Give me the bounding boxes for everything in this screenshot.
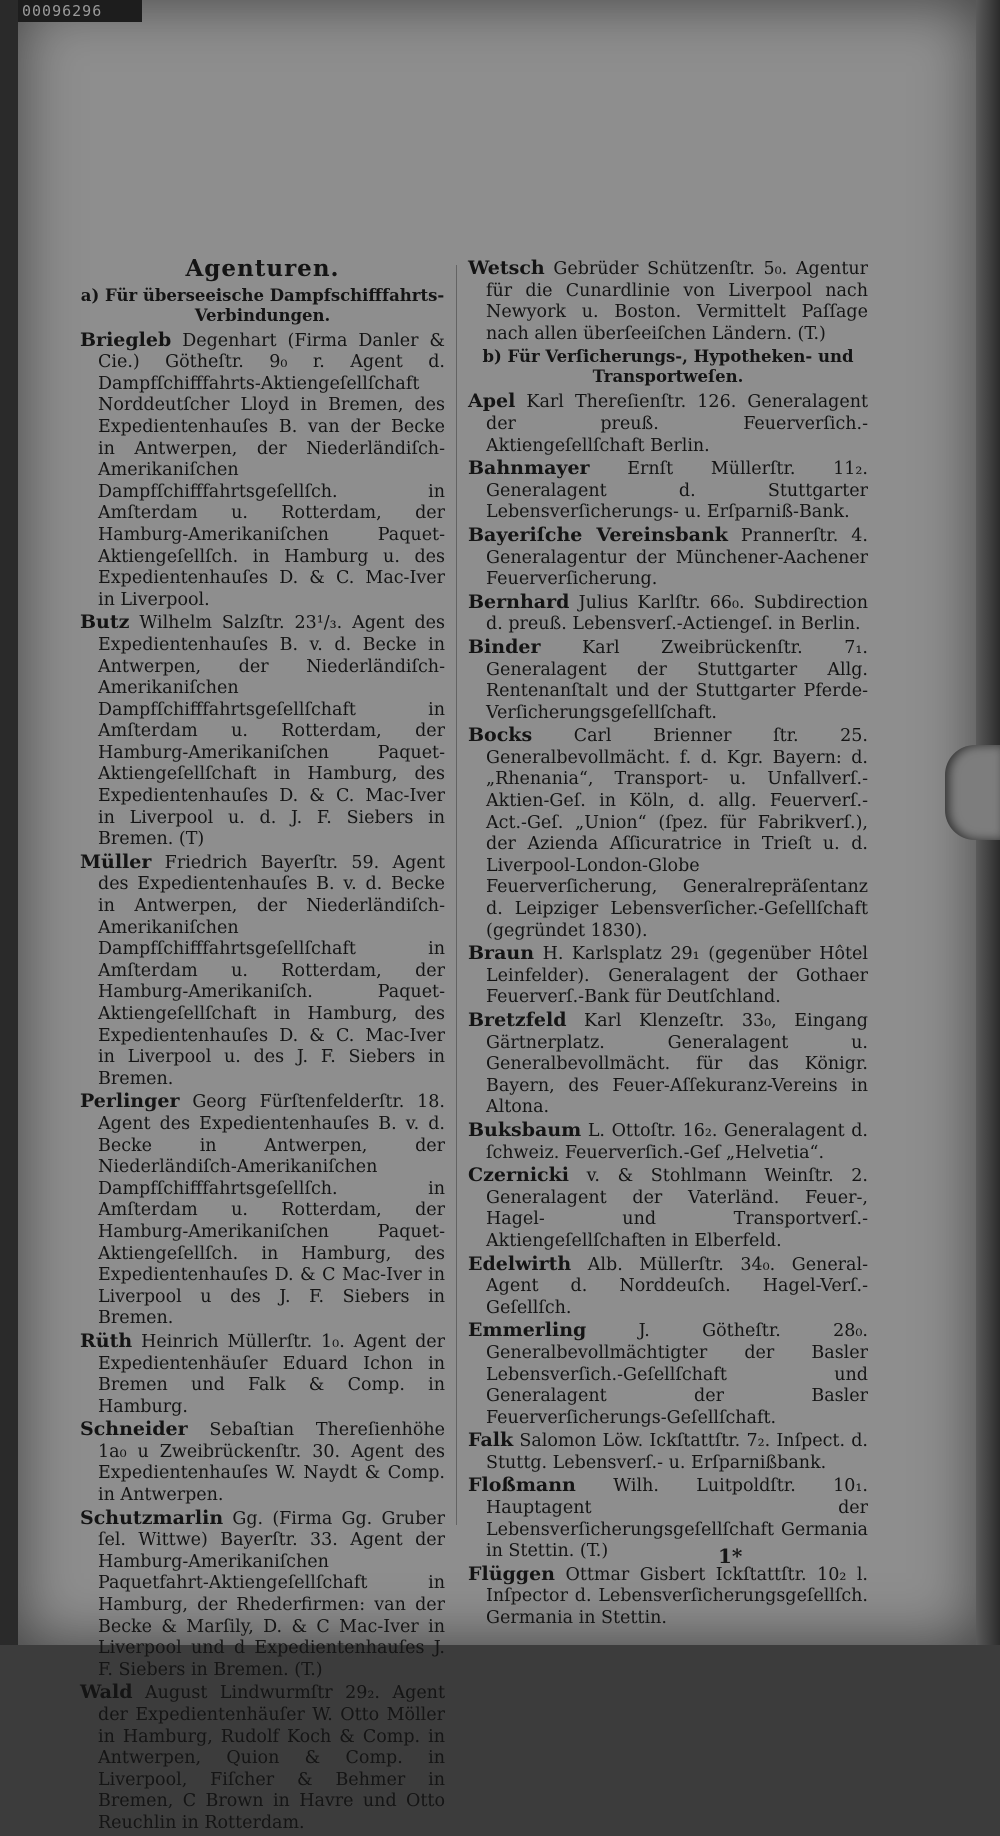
book-page — [18, 0, 978, 1833]
directory-entry — [468, 725, 868, 942]
entry-text: Karl Thereſienſtr. 126. Generalagent der preuß. Feuerverſich.-Aktiengeſellſchaft Berlin. — [486, 392, 868, 456]
entry-name: Edelwirth — [468, 1252, 572, 1275]
entry-text: Prannerſtr. 4. Generalagentur der Münchener-Aachener Feuerverſicherung. — [486, 525, 868, 590]
entry-name: Bahnmayer — [468, 457, 590, 480]
entry-name: Schutzmarlin — [80, 1506, 224, 1529]
column-divider — [456, 265, 457, 1525]
directory-entry — [80, 330, 445, 612]
entry-name: Falk — [468, 1429, 514, 1452]
entry-name: Butz — [80, 611, 130, 634]
directory-entry — [468, 1564, 868, 1630]
entry-name: Czernicki — [468, 1164, 569, 1187]
entry-text: Salomon Löw. Ickſtattſtr. 7₂. Inſpect. d. Stuttg. Lebensverſ.- u. Erſparnißbank. — [486, 1431, 868, 1473]
entry-name: Floßmann — [468, 1474, 576, 1497]
directory-entry — [80, 1091, 445, 1330]
entry-text: Georg Fürſtenfelderſtr. 18. Agent des Expedientenhauſes B. v. d. Becke in Antwerpen, der Niederländiſch-Amerikaniſchen Dampfſchifffahrtsgeſellſch. in Amſterdam u. Rotterdam, der Hamburg-Amerikaniſchen Paquet-Aktiengeſellſch. in Hamburg, des Expedientenhauſes D. & C Mac-Iver in Liverpool u des J. F. Siebers in Bremen. — [98, 1092, 445, 1329]
directory-entry — [468, 391, 868, 457]
entry-text: Degenhart (Firma Danler & Cie.) Götheſtr. 9₀ r. Agent d. Dampfſchifffahrts-Aktiengeſellſchaft Norddeutſcher Lloyd in Bremen, des Expedientenhauſes B. van der Becke in Antwerpen, der Niederländiſch-Amerikaniſchen Dampfſchifffahrtsgeſellſch. in Amſterdam u. Rotterdam, der Hamburg-Amerikaniſchen Paquet-Aktiengeſellſch. in Hamburg u. des Expedientenhauſes D. & C. Mac-Iver in Liverpool. — [98, 330, 445, 610]
entry-name: Braun — [468, 942, 535, 965]
entry-name: Müller — [80, 850, 152, 873]
directory-entry — [468, 1254, 868, 1320]
directory-entry — [468, 1475, 868, 1562]
left-column — [80, 255, 445, 1836]
directory-entry — [468, 258, 868, 345]
entry-name: Emmerling — [468, 1319, 587, 1342]
entry-text: Wilhelm Salzſtr. 23¹/₃. Agent des Expedientenhauſes B. v. d. Becke in Antwerpen, der Niederländiſch-Amerikaniſchen Dampfſchifffahrtsgeſellſchaft in Amſterdam u. Rotterdam, der Hamburg-Amerikaniſchen Paquet-Aktiengeſellſchaft in Hamburg, des Expedientenhauſes D. & C. Mac-Iver in Liverpool u. d. J. F. Siebers in Bremen. (T) — [98, 613, 445, 850]
entry-name: Perlinger — [80, 1090, 180, 1113]
entry-text: Gebrüder Schützenſtr. 5₀. Agentur für die Cunardlinie von Liverpool nach Newyork u. Boston. Vermittelt Paſſage nach allen überſeeiſchen Ländern. (T.) — [486, 259, 868, 344]
entry-name: Bayeriſche Vereinsbank — [468, 523, 728, 546]
directory-entry — [468, 1010, 868, 1119]
entry-text: v. & Stohlmann Weinſtr. 2. Generalagent der Vaterländ. Feuer-, Hagel- und Transportverſ.-Aktiengeſellſchaften in Elberfeld. — [486, 1166, 868, 1251]
entry-text: August Lindwurmſtr 29₂. Agent der Expedientenhäuſer W. Otto Möller in Hamburg, Rudolf Koch & Comp. in Antwerpen, Quion & Comp. in Liverpool, Fiſcher & Behmer in Bremen, C Brown in Havre und Otto Reuchlin in Rotterdam. — [98, 1683, 445, 1833]
directory-entry — [468, 1430, 868, 1474]
entry-text: Wilh. Luitpoldſtr. 10₁. Hauptagent der Lebensverſicherungsgeſellſchaft Germania in Stettin. (T.) — [486, 1476, 868, 1562]
directory-entry — [468, 458, 868, 524]
right-entry-list — [468, 391, 868, 1629]
entry-text: Karl Klenzeſtr. 33₀, Eingang Gärtnerplatz. Generalagent u. Generalbevollmächt. für das Königr. Bayern, des Feuer-Aſſekuranz-Vereins in Altona. — [486, 1011, 868, 1118]
entry-name: Binder — [468, 635, 541, 658]
directory-entry — [468, 1120, 868, 1164]
archive-stamp: 00096296 — [18, 0, 142, 22]
entry-text: Alb. Müllerſtr. 34₀. General-Agent d. Norddeuſch. Hagel-Verſ.-Geſellſch. — [486, 1254, 868, 1318]
entry-name: Buksbaum — [468, 1118, 582, 1141]
entry-text: Sebaſtian Thereſienhöhe 1a₀ u Zweibrückenſtr. 30. Agent des Expedientenhauſes W. Naydt & Comp. in Antwerpen. — [98, 1420, 445, 1506]
directory-entry — [80, 1331, 445, 1418]
entry-name: Wald — [80, 1681, 133, 1704]
entry-text: Ernſt Müllerſtr. 11₂. Generalagent d. Stuttgarter Lebensverſicherungs- u. Erſparniß-Bank. — [486, 459, 868, 523]
directory-entry — [80, 1508, 445, 1682]
entry-text: J. Götheſtr. 28₀. Generalbevollmächtigter der Basler Lebensverſich.-Geſellſchaft und Generalagent der Basler Feuerverſicherungs-Geſellſchaft. — [486, 1321, 868, 1428]
directory-entry — [80, 852, 445, 1091]
directory-entry — [468, 525, 868, 591]
right-column — [468, 258, 868, 1631]
directory-entry — [468, 1165, 868, 1252]
right-top-entry-list — [468, 258, 868, 345]
directory-entry — [468, 1320, 868, 1429]
directory-entry — [80, 612, 445, 851]
left-entry-list — [80, 330, 445, 1835]
directory-entry — [80, 1682, 445, 1834]
entry-name: Rüth — [80, 1329, 133, 1352]
entry-text: Julius Karlſtr. 66₀. Subdirection d. preuß. Lebensverſ.-Actiengeſ. in Berlin. — [486, 592, 868, 635]
page-number: 1* — [718, 1544, 743, 1568]
entry-text: Heinrich Müllerſtr. 1₀. Agent der Expedientenhäuſer Eduard Ichon in Bremen und Falk & Comp. in Hamburg. — [98, 1331, 445, 1417]
directory-entry — [468, 637, 868, 724]
entry-text: Ottmar Gisbert Ickſtattſtr. 10₂ l. Inſpector d. Lebensverſicherungsgeſellſch. Germania in Stettin. — [486, 1564, 868, 1629]
entry-name: Briegleb — [80, 328, 172, 351]
entry-name: Apel — [468, 390, 516, 413]
directory-entry — [80, 1419, 445, 1506]
section-heading-b: b) Für Verſicherungs-, Hypotheken- und Transportweſen. — [482, 347, 854, 387]
page-title: Agenturen. — [185, 255, 340, 282]
entry-text: Carl Brienner ſtr. 25. Generalbevollmächt. f. d. Kgr. Bayern: d. „Rhenania“, Transport- u. Unfallverſ.-Aktien-Geſ. in Köln, d. allg. Feuerverſ.-Act.-Geſ. „Union“ (ſpez. für Fabrikverſ.), der Azienda Aſſicuratrice in Trieſt u. d. Liverpool-London-Globe Feuerverſicherung, Generalrepräſentanz d. Leipziger Lebensverſicher.-Geſellſchaft (gegründet 1830). — [486, 726, 868, 941]
entry-text: Gg. (Firma Gg. Gruber ſel. Wittwe) Bayerſtr. 33. Agent der Hamburg-Amerikaniſchen Paquetfahrt-Aktiengeſellſchaft in Hamburg, der Rhederfirmen: van der Becke & Marſily, D. & C Mac-Iver in Liverpool und d Expedientenhauſes J. F. Siebers in Bremen. (T.) — [98, 1508, 445, 1680]
entry-text: Karl Zweibrückenſtr. 7₁. Generalagent der Stuttgarter Allg. Rentenanſtalt und der Stuttgarter Pferde-Verſicherungsgeſellſchaft. — [486, 637, 868, 723]
entry-text: Friedrich Bayerſtr. 59. Agent des Expedientenhauſes B. v. d. Becke in Antwerpen, der Niederländiſch-Amerikaniſchen Dampfſchifffahrtsgeſellſchaft in Amſterdam u. Rotterdam, der Hamburg-Amerikaniſch. Paquet-Aktiengeſellſchaft in Hamburg, des Expedientenhauſes D. & C. Mac-Iver in Liverpool u. des J. F. Siebers in Bremen. — [98, 852, 445, 1089]
section-heading-a: a) Für überseeische Dampfschifffahrts-Verbindungen. — [80, 285, 445, 325]
entry-name: Bocks — [468, 724, 533, 747]
entry-text: H. Karlsplatz 29₁ (gegenüber Hôtel Leinfelder). Generalagent der Gothaer Feuerverſ.-Bank für Deutſchland. — [486, 944, 868, 1008]
binding-strip — [0, 0, 18, 1645]
directory-entry — [468, 592, 868, 636]
entry-name: Bernhard — [468, 590, 570, 613]
page-clip — [945, 745, 1000, 840]
directory-entry — [468, 943, 868, 1009]
entry-text: L. Ottoſtr. 16₂. Generalagent d. ſchweiz. Feuerverſich.-Geſ „Helvetia“. — [486, 1120, 868, 1163]
entry-name: Flüggen — [468, 1562, 555, 1585]
entry-name: Schneider — [80, 1418, 188, 1441]
entry-name: Bretzfeld — [468, 1009, 567, 1031]
entry-name: Wetsch — [468, 257, 545, 279]
